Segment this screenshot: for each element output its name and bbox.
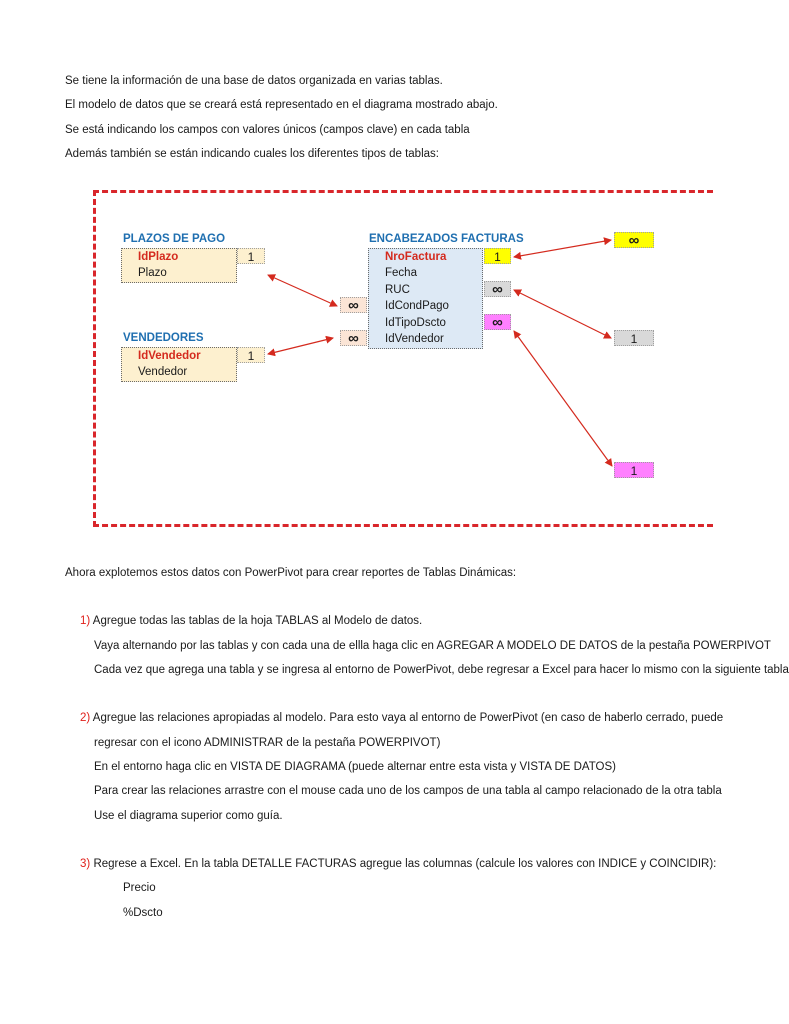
field-plazo: Plazo bbox=[138, 267, 167, 279]
intro-line-1: Se tiene la información de una base de datos organizada en varias tablas. bbox=[65, 75, 443, 87]
step-2-line-4: Para crear las relaciones arrastre con el mouse cada uno de los campos de una tabla al campo relacionado de la otra tabla bbox=[94, 785, 722, 797]
arrow-tipodscto bbox=[514, 331, 612, 466]
field-vendedor: Vendedor bbox=[138, 366, 188, 378]
arrow-factura-detalle bbox=[514, 240, 611, 257]
step-3-subitem-dscto: %Dscto bbox=[123, 907, 163, 919]
step-3-line-1 bbox=[80, 857, 716, 871]
step-1-line-2: Vaya alternando por las tablas y con cada una de ellla haga clic en AGREGAR A MODELO DE DATOS de la pestaña POWERPIVOT bbox=[94, 640, 771, 652]
field-ruc: RUC bbox=[385, 284, 410, 296]
badge-one-nrofactura: 1 bbox=[484, 248, 511, 264]
step-3-text-1: Regrese a Excel. En la tabla DETALLE FACTURAS agregue las columnas (calcule los valores con INDICE y COINCIDIR): bbox=[93, 858, 717, 870]
step-1-line-1 bbox=[80, 614, 422, 628]
relationship-arrows bbox=[0, 0, 645, 540]
field-nrofactura: NroFactura bbox=[385, 251, 447, 263]
step-1-number: 1) bbox=[80, 615, 91, 627]
field-idvendedor: IdVendedor bbox=[138, 350, 201, 362]
arrow-vendedor bbox=[268, 338, 333, 354]
badge-one-tiposdscto: 1 bbox=[614, 462, 654, 478]
step-3-number: 3) bbox=[80, 858, 91, 870]
badge-one-clientes: 1 bbox=[614, 330, 654, 346]
badge-many-ruc: ∞ bbox=[484, 281, 511, 297]
table-title-plazos: PLAZOS DE PAGO bbox=[123, 233, 226, 245]
badge-many-condpago: ∞ bbox=[340, 297, 367, 313]
intro-line-3: Se está indicando los campos con valores únicos (campos clave) en cada tabla bbox=[65, 124, 470, 136]
field-fecha: Fecha bbox=[385, 267, 417, 279]
step-2-line-2: regresar con el icono ADMINISTRAR de la pestaña POWERPIVOT) bbox=[94, 737, 441, 749]
badge-one-vendedores: 1 bbox=[237, 347, 265, 363]
badge-many-detalle: ∞ bbox=[614, 232, 654, 248]
step-2-line-5: Use el diagrama superior como guía. bbox=[94, 810, 283, 822]
step-1-text-1: Agregue todas las tablas de la hoja TABLAS al Modelo de datos. bbox=[92, 615, 423, 627]
badge-many-tipodscto: ∞ bbox=[484, 314, 511, 330]
step-1-line-3: Cada vez que agrega una tabla y se ingresa al entorno de PowerPivot, debe regresar a Excel para hacer lo mismo con la siguiente tabla bbox=[94, 664, 789, 676]
field-idtipodscto: IdTipoDscto bbox=[385, 317, 446, 329]
intro-line-4: Además también se están indicando cuales los diferentes tipos de tablas: bbox=[65, 148, 439, 160]
section-intro: Ahora explotemos estos datos con PowerPivot para crear reportes de Tablas Dinámicas: bbox=[65, 567, 517, 579]
arrow-ruc-clientes bbox=[514, 290, 611, 338]
step-2-line-3: En el entorno haga clic en VISTA DE DIAGRAMA (puede alternar entre esta vista y VISTA DE DATOS) bbox=[94, 761, 616, 773]
intro-line-2: El modelo de datos que se creará está representado en el diagrama mostrado abajo. bbox=[65, 99, 498, 111]
badge-one-plazos: 1 bbox=[237, 248, 265, 264]
table-title-encabezados: ENCABEZADOS FACTURAS bbox=[369, 233, 524, 245]
step-2-number: 2) bbox=[80, 712, 91, 724]
field-idcondpago: IdCondPago bbox=[385, 300, 449, 312]
field-idvendedor-enc: IdVendedor bbox=[385, 333, 444, 345]
step-2-line-1 bbox=[80, 711, 723, 725]
step-2-text-1: Agregue las relaciones apropiadas al modelo. Para esto vaya al entorno de PowerPivot (en caso de haberlo cerrado, puede bbox=[92, 712, 724, 724]
badge-many-vendedor: ∞ bbox=[340, 330, 367, 346]
table-title-vendedores: VENDEDORES bbox=[123, 332, 204, 344]
field-idplazo: IdPlazo bbox=[138, 251, 179, 263]
arrow-plazo-condpago bbox=[268, 275, 337, 306]
step-3-subitem-precio: Precio bbox=[123, 882, 156, 894]
